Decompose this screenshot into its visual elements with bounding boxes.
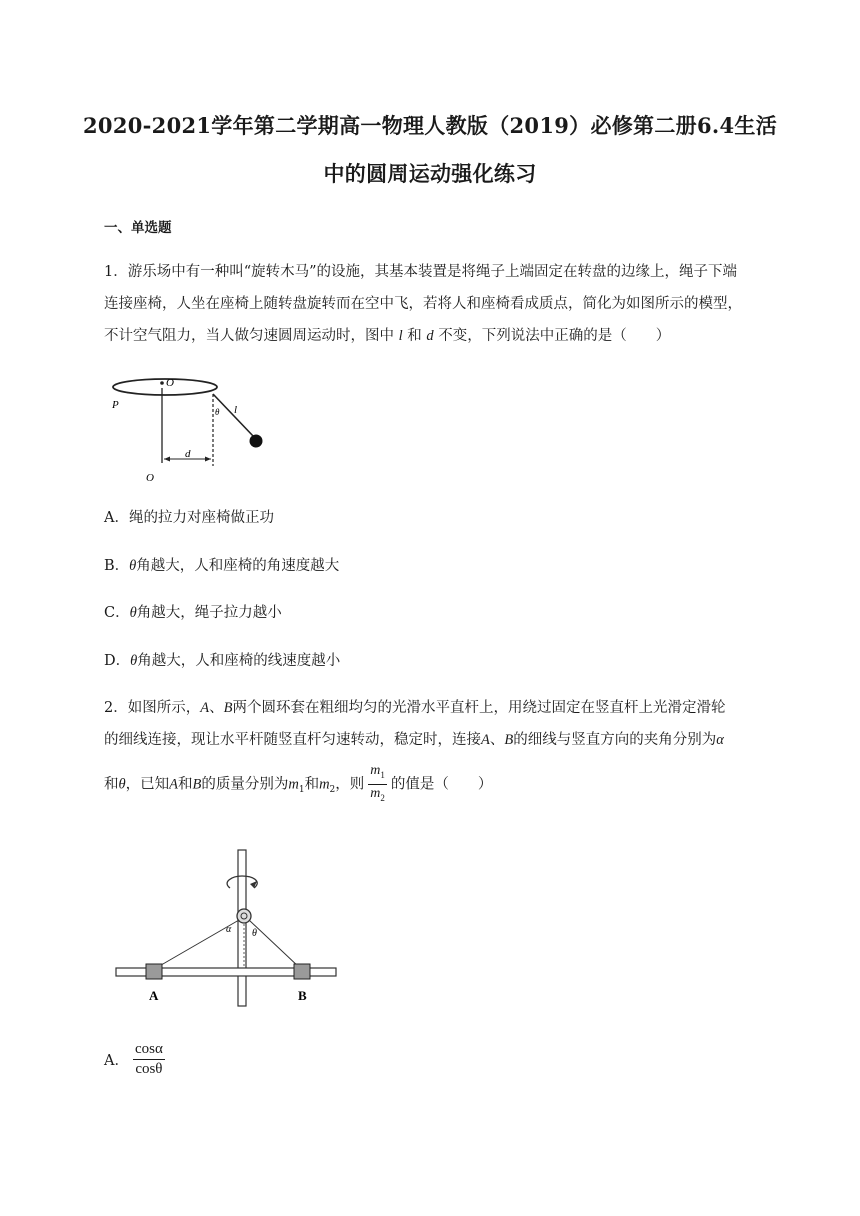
- q1-line2: 连接座椅，人坐在座椅上随转盘旋转而在空中飞，若将人和座椅看成质点，简化为如图所示的模型，: [104, 296, 742, 312]
- var-m1: m: [288, 776, 299, 793]
- q2-option-a[interactable]: [104, 1040, 169, 1079]
- q2-and2: 和: [177, 776, 193, 793]
- option-text: 绳的拉力对座椅做正功: [128, 510, 274, 526]
- pulley: [237, 909, 251, 923]
- arrow-right: [205, 457, 211, 462]
- question-2-text: [104, 692, 764, 807]
- q1-option-a[interactable]: [104, 506, 274, 527]
- q1-line3-tail: 不变，下列说法中正确的是（ ）: [438, 328, 671, 344]
- label-A: A: [149, 988, 159, 1003]
- var-B: B: [223, 700, 233, 716]
- label-l: l: [234, 404, 238, 416]
- q2-line1-tail: 两个圆环套在粗细均匀的光滑水平直杆上，用绕过固定在竖直杆上光滑定滑轮: [232, 700, 726, 716]
- option-letter: B．: [104, 558, 130, 574]
- label-O-top: O: [166, 377, 174, 389]
- vertical-rod: [238, 850, 246, 1006]
- var-alpha: α: [716, 732, 724, 748]
- var-theta: θ: [118, 776, 126, 793]
- q2-and3: 和: [304, 776, 320, 793]
- var-m2: m: [319, 776, 330, 793]
- label-alpha: α: [226, 924, 232, 935]
- option-text: 角越大，人和座椅的角速度越大: [136, 558, 340, 574]
- sub-1: 1: [380, 769, 385, 780]
- var-d: d: [426, 328, 434, 344]
- q1-and: 和: [407, 328, 422, 344]
- question-1-text: [104, 256, 764, 352]
- center-dot: [160, 381, 164, 385]
- option-letter: D．: [104, 653, 131, 669]
- ring-A: [146, 964, 162, 979]
- carousel-figure: [108, 370, 278, 485]
- option-letter: A．: [104, 510, 129, 526]
- q2-line1-head: 2．如图所示，: [104, 700, 201, 716]
- q1-option-d[interactable]: [104, 649, 340, 670]
- q2-and: 和: [104, 776, 119, 793]
- option-a-fraction: [133, 1040, 165, 1079]
- q2-then: ，则: [335, 776, 365, 793]
- pulley-figure: [110, 848, 350, 1010]
- q2-mass-text: 的质量分别为: [201, 776, 289, 793]
- sub-2: 2: [380, 792, 385, 803]
- q2-line3: [104, 762, 764, 807]
- option-letter: A．: [104, 1053, 129, 1069]
- sub-1: 1: [298, 785, 305, 796]
- document-title-line2: 中的圆周运动强化练习: [323, 161, 537, 186]
- q2-given: ，已知: [125, 776, 170, 793]
- q1-line3: [104, 320, 764, 352]
- label-O-bottom: O: [146, 472, 154, 484]
- sep: 、: [489, 732, 505, 748]
- q1-option-c[interactable]: [104, 601, 282, 622]
- var-m1: m: [370, 763, 381, 778]
- q1-option-b[interactable]: [104, 554, 339, 575]
- q2-line2-tail: 的细线与竖直方向的夹角分别为: [513, 732, 717, 748]
- var-m2: m: [370, 785, 381, 801]
- option-text: 角越大，绳子拉力越小: [136, 605, 282, 621]
- seat-ball: [250, 435, 263, 448]
- section-heading: 一、单选题: [104, 220, 172, 236]
- var-theta: θ: [129, 605, 137, 621]
- var-B: B: [192, 776, 202, 793]
- sub-2: 2: [329, 785, 336, 796]
- document-title-line1: 2020-2021学年第二学期高一物理人教版（2019）必修第二册6.4生活: [83, 113, 777, 138]
- option-text: 角越大，人和座椅的线速度越小: [137, 653, 341, 669]
- fraction-numerator: cosα: [133, 1040, 165, 1060]
- q1-line1: 1．游乐场中有一种叫“旋转木马”的设施，其基本装置是将绳子上端固定在转盘的边缘上，绳子下端: [104, 264, 738, 280]
- var-A: A: [200, 700, 210, 716]
- var-theta: θ: [130, 653, 138, 669]
- sep: 、: [209, 700, 224, 716]
- label-B: B: [298, 988, 307, 1003]
- q2-line3-tail: 的值是（ ）: [390, 776, 493, 793]
- var-A: A: [169, 776, 178, 793]
- label-theta: θ: [252, 928, 257, 939]
- q2-line2: [104, 724, 764, 756]
- var-theta: θ: [129, 558, 137, 574]
- mass-ratio-fraction: [368, 762, 387, 807]
- turntable-ellipse: [113, 379, 217, 395]
- q1-line3-text: 不计空气阻力，当人做匀速圆周运动时，图中: [104, 328, 394, 344]
- var-B: B: [504, 732, 514, 748]
- ring-B: [294, 964, 310, 979]
- label-P: P: [112, 399, 119, 411]
- fraction-denominator: cosθ: [135, 1061, 163, 1077]
- option-letter: C．: [104, 605, 130, 621]
- q2-line2-head: 的细线连接，现让水平杆随竖直杆匀速转动，稳定时，连接: [104, 732, 481, 748]
- var-A: A: [481, 732, 490, 748]
- label-theta: θ: [215, 407, 220, 417]
- label-d: d: [185, 448, 191, 460]
- arrow-left: [164, 457, 170, 462]
- q2-line1: [104, 692, 764, 724]
- var-l: l: [398, 328, 403, 344]
